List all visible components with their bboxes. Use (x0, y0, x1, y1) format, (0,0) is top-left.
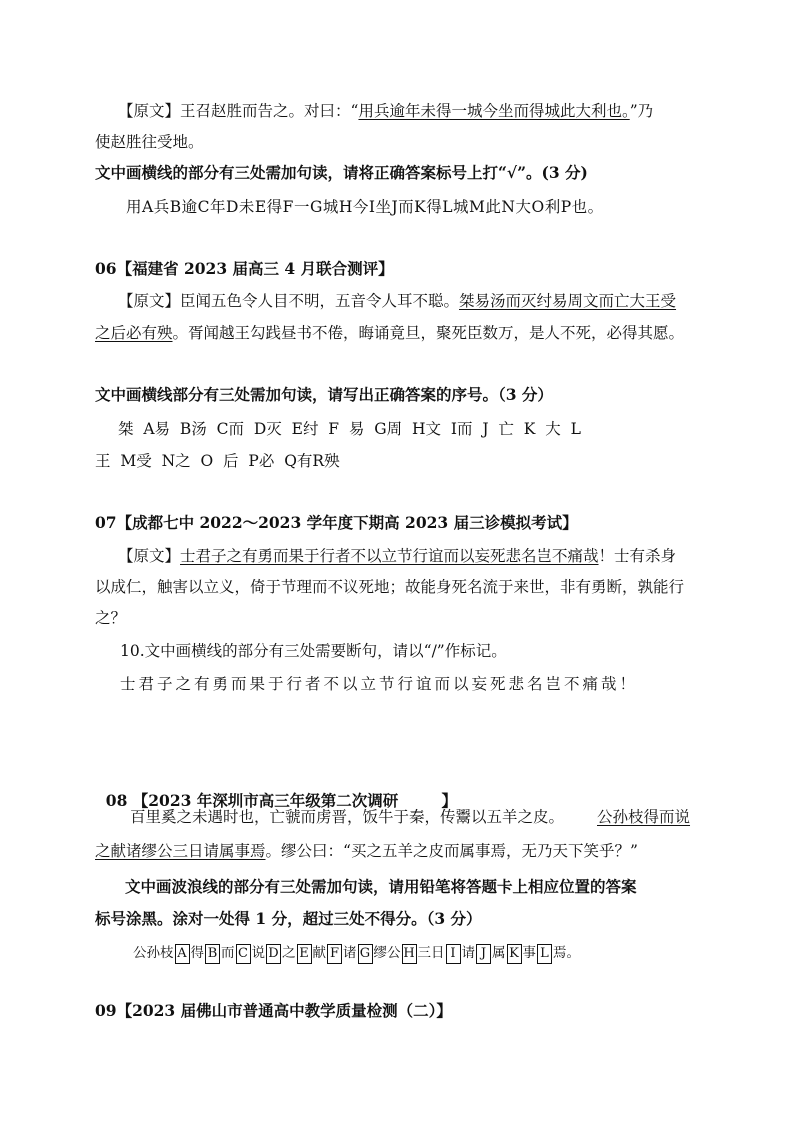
answer-char: 诸 (343, 945, 357, 961)
s6-orig-line2 (95, 322, 684, 344)
underlined-text: 用兵逾年未得一城今坐而得城此大利也。 (358, 102, 630, 120)
orig-text: 臣闻五色令人目不明，五音令人耳不聪。 (180, 292, 460, 310)
s7-orig-line3: 之？ (95, 609, 127, 627)
answer-char: 三日 (417, 945, 445, 961)
s8-orig-line1-b (597, 806, 690, 828)
s8-answer-row (133, 942, 580, 964)
orig-text: 。胥闻越王勾践昼书不倦，晦诵竟旦，聚死臣数万，是人不死，必得其愿。 (172, 324, 685, 342)
answer-char: 之 (282, 945, 296, 961)
s8-question-line2: 标号涂黑。涂对一处得 1 分，超过三处不得分。（3 分） (95, 909, 482, 928)
answer-box-J[interactable]: J (476, 944, 491, 964)
answer-box-B[interactable]: B (205, 944, 220, 964)
answer-char: 而 (221, 945, 235, 961)
s9-header: 09【2023 届佛山市普通高中教学质量检测（二）】 (95, 1001, 452, 1020)
s6-header: 06【福建省 2023 届高三 4 月联合测评】 (95, 259, 394, 278)
orig-tag: 【原文】 (118, 547, 181, 565)
s7-header: 07【成都七中 2022～2023 学年度下期高 2023 届三诊模拟考试】 (95, 513, 578, 532)
answer-char: 请 (461, 945, 475, 961)
s5-question: 文中画横线的部分有三处需加句读，请将正确答案标号上打“√”。(3 分) (95, 163, 588, 182)
answer-char: 事 (522, 945, 536, 961)
s5-orig-line2: 使赵胜往受地。 (95, 133, 204, 151)
orig-text: ”乃 (629, 102, 654, 120)
answer-box-E[interactable]: E (297, 944, 312, 964)
orig-text: 。缪公曰：“买之五羊之皮而属事焉，无乃天下笑乎？” (265, 842, 638, 860)
answer-char: 属 (492, 945, 506, 961)
answer-box-A[interactable]: A (175, 944, 190, 964)
wavy-underlined-text: 公孙枝得而说 (597, 808, 691, 826)
s7-orig-line1 (118, 545, 676, 567)
answer-char: 公孙枝 (133, 945, 174, 961)
s5-options: 用A兵B逾C年D未E得F一G城H今I坐J而K得L城M此N大O利P也。 (126, 198, 604, 216)
orig-tag: 【原文】 (118, 102, 181, 120)
s7-orig-line2: 以成仁，触害以立义，倚于节理而不议死地；故能身死名流于来世，非有勇断，孰能行 (95, 578, 685, 596)
wavy-underlined-text: 之献诸缪公三日请属事焉 (95, 842, 266, 860)
s6-question: 文中画横线部分有三处需加句读，请写出正确答案的序号。（3 分） (95, 385, 553, 404)
s8-orig-line1-a: 百里奚之未遇时也，亡虢而虏晋，饭牛于秦，传鬻以五羊之皮。 (130, 808, 565, 826)
s6-orig-line1 (118, 290, 676, 312)
answer-box-D[interactable]: D (266, 944, 281, 964)
orig-tag: 【原文】 (118, 292, 181, 310)
orig-text: 王召赵胜而告之。对曰：“ (180, 102, 359, 120)
s6-options-line2: 王 M受 N之 O 后 P必 Q有R殃 (95, 452, 340, 470)
s5-orig-line1 (118, 100, 653, 122)
s7-question: 10.文中画横线的部分有三处需要断句，请以“/”作标记。 (120, 642, 507, 660)
answer-box-C[interactable]: C (236, 944, 251, 964)
answer-char: 焉。 (553, 945, 580, 961)
answer-box-F[interactable]: F (327, 944, 342, 964)
answer-char: 献 (312, 945, 326, 961)
underlined-text: 士君子之有勇而果于行者不以立节行谊而以妄死悲名岂不痛哉 (180, 547, 599, 565)
underlined-text: 桀易汤而灭纣易周文而亡大王受 (459, 292, 677, 310)
answer-char: 说 (251, 945, 265, 961)
underlined-text: 之后必有殃 (95, 324, 173, 342)
answer-box-G[interactable]: G (358, 944, 373, 964)
answer-box-I[interactable]: I (446, 944, 461, 964)
s6-options-line1: 桀 A易 B汤 C而 D灭 E纣 F 易 G周 H文 I而 J 亡 K 大 L (118, 420, 581, 438)
s8-header-text: 08 【2023 年深圳市高三年级第二次调研 (105, 791, 399, 810)
answer-box-H[interactable]: H (402, 944, 417, 964)
orig-text: ！士有杀身 (598, 547, 677, 565)
s8-question-line1: 文中画波浪线的部分有三处需加句读，请用铅笔将答题卡上相应位置的答案 (125, 877, 637, 896)
s8-header-bracket: 】 (441, 791, 457, 810)
answer-box-K[interactable]: K (507, 944, 522, 964)
s7-text: 士君子之有勇而果于行者不以立节行谊而以妄死悲名岂不痛哉！ (120, 675, 639, 693)
s8-orig-line2 (95, 840, 638, 862)
answer-box-L[interactable]: L (537, 944, 552, 964)
answer-char: 得 (190, 945, 204, 961)
answer-char: 缪公 (373, 945, 401, 961)
